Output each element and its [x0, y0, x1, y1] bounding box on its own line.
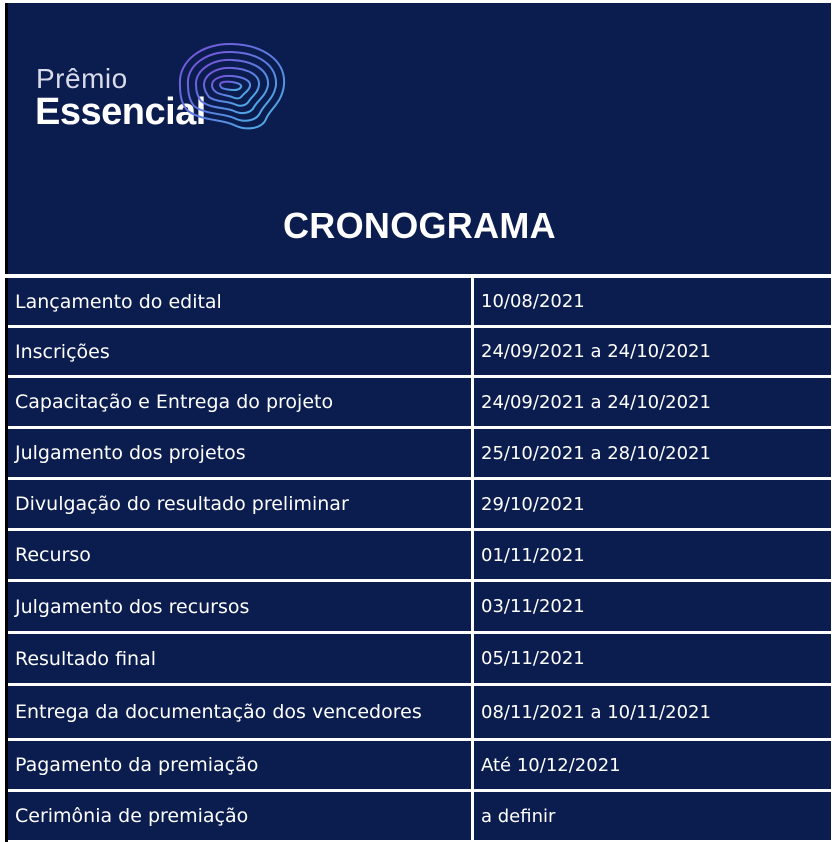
event-cell: Cerimônia de premiação: [8, 792, 471, 840]
event-cell: Divulgação do resultado preliminar: [8, 480, 471, 528]
table-row: [5, 741, 831, 789]
table-row: [5, 429, 831, 477]
table-row: [5, 328, 831, 375]
header-panel: [5, 3, 831, 274]
date-cell: 10/08/2021: [474, 278, 831, 325]
table-left-border: [5, 278, 8, 842]
event-cell: Entrega da documentação dos vencedores: [8, 686, 471, 738]
table-row: [5, 378, 831, 426]
event-cell: Julgamento dos projetos: [8, 429, 471, 477]
event-cell: Julgamento dos recursos: [8, 582, 471, 631]
event-cell: Lançamento do edital: [8, 278, 471, 325]
date-cell: 08/11/2021 a 10/11/2021: [474, 686, 831, 738]
fingerprint-wave-icon: [174, 39, 288, 135]
logo-text-premio: Prêmio: [36, 63, 128, 94]
date-cell: 24/09/2021 a 24/10/2021: [474, 378, 831, 426]
table-row: [5, 278, 831, 325]
table-row: [5, 634, 831, 683]
event-cell: Resultado final: [8, 634, 471, 683]
logo-text-essencial: Essencial: [35, 91, 206, 133]
event-cell: Inscrições: [8, 328, 471, 375]
date-cell: 05/11/2021: [474, 634, 831, 683]
event-cell: Pagamento da premiação: [8, 741, 471, 789]
table-row: [5, 531, 831, 579]
event-cell: Recurso: [8, 531, 471, 579]
event-cell: Capacitação e Entrega do projeto: [8, 378, 471, 426]
date-cell: a definir: [474, 792, 831, 840]
date-cell: 24/09/2021 a 24/10/2021: [474, 328, 831, 375]
table-row: [5, 480, 831, 528]
date-cell: 25/10/2021 a 28/10/2021: [474, 429, 831, 477]
table-row: [5, 686, 831, 738]
date-cell: 03/11/2021: [474, 582, 831, 631]
table-row: [5, 582, 831, 631]
premio-essencial-logo: [36, 39, 296, 139]
date-cell: Até 10/12/2021: [474, 741, 831, 789]
date-cell: 29/10/2021: [474, 480, 831, 528]
date-cell: 01/11/2021: [474, 531, 831, 579]
table-row: [5, 792, 831, 840]
page-title: CRONOGRAMA: [283, 205, 556, 246]
